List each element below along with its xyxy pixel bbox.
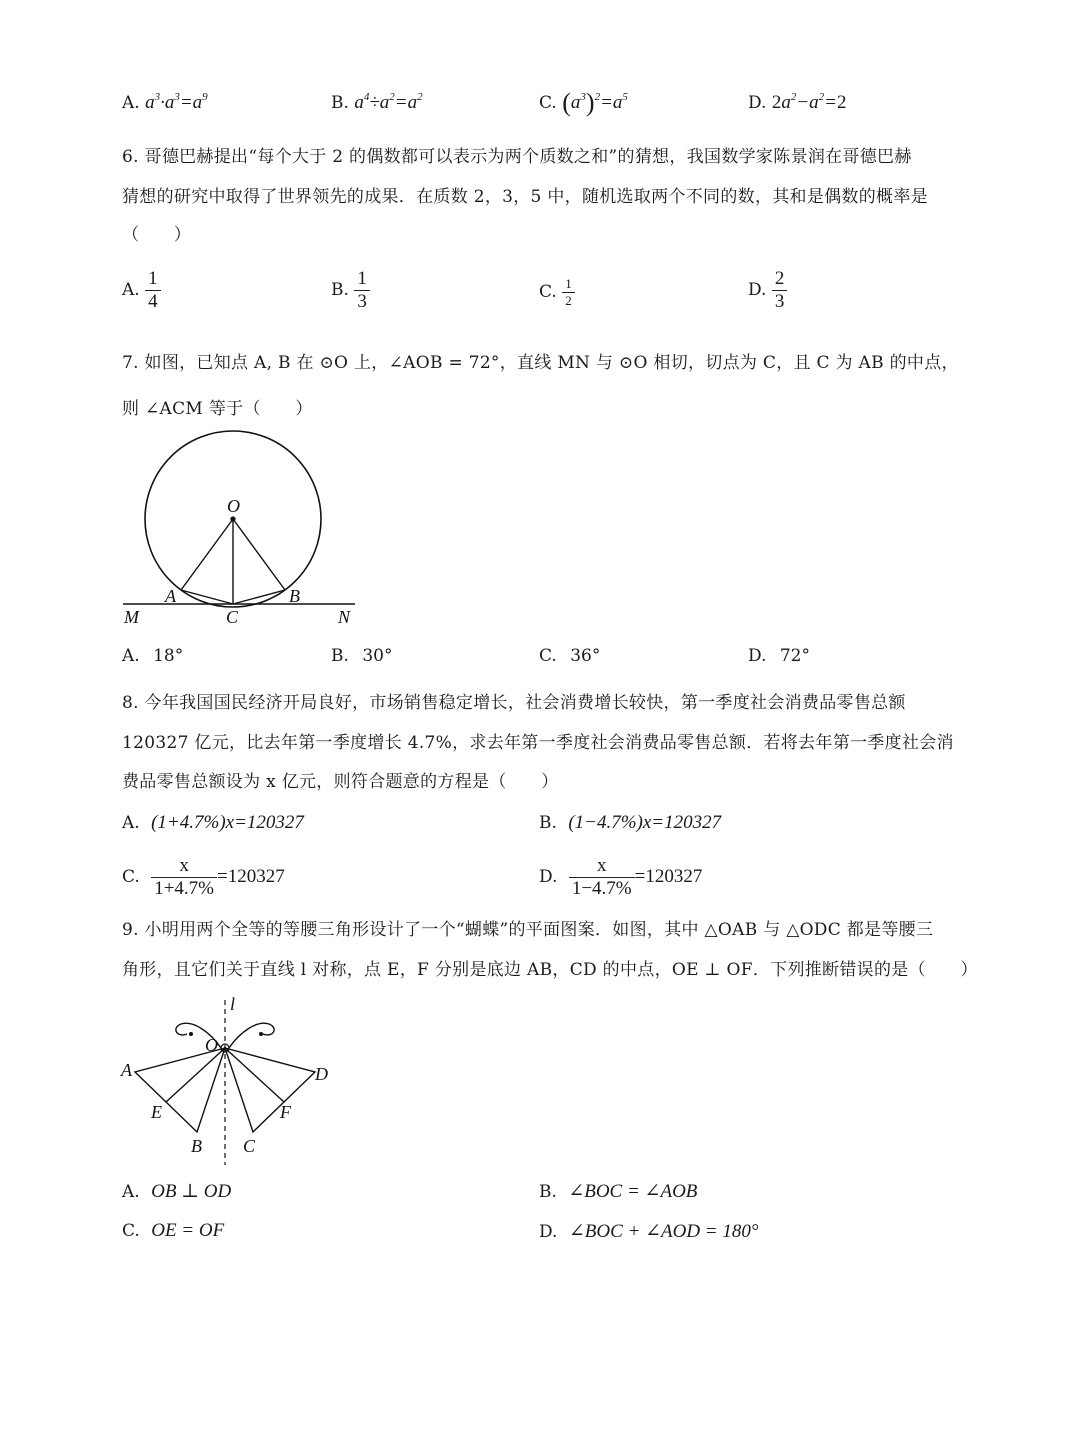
option-label: B.: [331, 280, 349, 300]
option-label: D.: [748, 93, 767, 113]
numerator: x: [179, 855, 189, 876]
q5-option-b-formula: $a^4\div a^2=a^2$: [354, 91, 423, 113]
q9-option-c: [122, 1220, 224, 1242]
option-label: A.: [122, 813, 140, 833]
label-e: E: [151, 1102, 162, 1122]
q8-option-d-fraction: [569, 855, 635, 900]
q6-option-c: [539, 276, 575, 309]
label-d: D: [315, 1064, 328, 1084]
equation-rhs: =120327: [634, 866, 703, 887]
q7-stem-line-2: 则 ∠ACM 等于（ ）: [122, 399, 313, 419]
label-a: A: [121, 1060, 132, 1080]
option-label: D.: [748, 280, 767, 300]
denominator: 4: [145, 290, 161, 313]
q5-option-d: [748, 92, 847, 114]
equation-rhs: =120327: [217, 866, 285, 887]
option-formula: OB ⊥ OD: [151, 1181, 232, 1202]
q8-option-d: [539, 855, 702, 900]
q8-option-b: [539, 812, 721, 834]
q8-stem-line-1: 8. 今年我国国民经济开局良好，市场销售稳定增长，社会消费增长较快，第一季度社会消费品零售总额: [122, 693, 906, 713]
option-label: A.: [122, 646, 140, 666]
q8-option-c: [122, 855, 285, 900]
option-text: 36°: [570, 646, 601, 666]
option-formula: ∠BOC = ∠AOB: [568, 1181, 698, 1202]
label-c: C: [226, 607, 239, 627]
denominator: 2: [562, 292, 575, 309]
option-label: D.: [748, 646, 767, 666]
q9-option-d: [539, 1220, 758, 1243]
segment-ob: [233, 519, 285, 590]
option-label: D.: [539, 867, 558, 887]
q6-option-a: [122, 268, 161, 313]
numerator: x: [596, 855, 607, 876]
q7-circle-figure: [115, 425, 365, 630]
q6-option-b: [331, 268, 370, 313]
q7-option-c: [539, 646, 600, 666]
q8-option-a: [122, 812, 304, 834]
q5-option-c: [539, 88, 628, 118]
segment-bc: [233, 590, 285, 604]
q5-option-b: [331, 92, 423, 114]
option-label: B.: [539, 1182, 557, 1202]
right-antenna: [229, 1023, 274, 1048]
q6-option-b-fraction: [354, 268, 370, 313]
q6-option-d: [748, 268, 787, 313]
denominator: 1+4.7%: [151, 877, 217, 900]
option-formula: OE = OF: [151, 1220, 225, 1241]
option-label: B.: [331, 93, 349, 113]
q9-option-a: [122, 1180, 231, 1203]
numerator: 1: [565, 276, 572, 291]
center-point-o: [230, 516, 235, 521]
option-label: D.: [539, 1222, 558, 1242]
q6-option-d-fraction: [772, 268, 788, 313]
q8-option-c-fraction: [151, 855, 217, 900]
label-a: A: [165, 586, 176, 606]
option-text: 18°: [153, 646, 184, 666]
q8-stem-line-3: 费品零售总额设为 x 亿元，则符合题意的方程是（ ）: [122, 772, 559, 792]
label-f: F: [280, 1102, 291, 1122]
q5-option-a-formula: $a^3\cdot a^3=a^9$: [145, 91, 208, 113]
option-label: C.: [122, 867, 140, 887]
q9-butterfly-figure: [115, 990, 345, 1170]
option-label: C.: [539, 646, 557, 666]
option-text: 72°: [779, 646, 810, 666]
option-text: 30°: [362, 646, 393, 666]
label-b: B: [289, 586, 300, 606]
option-formula: (1−4.7%)x=120327: [568, 812, 722, 833]
label-o: O: [227, 496, 240, 516]
option-label: C.: [122, 1221, 140, 1241]
q6-answer-paren: （ ）: [122, 225, 192, 245]
option-formula: ∠BOC + ∠AOD = 180°: [568, 1221, 759, 1242]
segment-oa: [181, 519, 233, 590]
q9-stem-line-1: 9. 小明用两个全等的等腰三角形设计了一个“蝴蝶”的平面图案．如图，其中 △OAB 与 △ODC 都是等腰三: [122, 920, 934, 940]
label-n: N: [338, 607, 351, 627]
label-m: M: [124, 607, 139, 627]
option-label: C.: [539, 93, 557, 113]
q5-option-c-formula: $(a^3)^2=a^5$: [562, 88, 628, 117]
label-o: O: [205, 1035, 218, 1055]
option-label: A.: [122, 280, 140, 300]
numerator: 1: [357, 268, 367, 289]
q5-option-a: [122, 92, 208, 114]
q8-stem-line-2: 120327 亿元，比去年第一季度增长 4.7%，求去年第一季度社会消费品零售总额．若将去年第一季度社会消: [122, 733, 954, 753]
denominator: 1−4.7%: [569, 877, 635, 900]
label-b: B: [191, 1136, 202, 1156]
left-antenna-tip: [189, 1032, 193, 1036]
label-c: C: [243, 1136, 256, 1156]
q7-option-d: [748, 646, 810, 666]
numerator: 1: [148, 268, 158, 289]
q9-stem-line-2: 角形，且它们关于直线 l 对称，点 E，F 分别是底边 AB，CD 的中点，OE ⊥ OF．下列推断错误的是（ ）: [122, 960, 978, 980]
q7-option-b: [331, 646, 392, 666]
right-antenna-tip: [259, 1032, 263, 1036]
q6-stem-line-2: 猜想的研究中取得了世界领先的成果．在质数 2，3，5 中，随机选取两个不同的数，其和是偶数的概率是: [122, 187, 928, 207]
segment-ac: [181, 590, 233, 604]
denominator: 3: [772, 290, 788, 313]
q6-option-c-fraction: [562, 276, 575, 309]
option-label: B.: [539, 813, 557, 833]
option-label: A.: [122, 1182, 140, 1202]
option-label: A.: [122, 93, 140, 113]
q5-option-d-formula: $2a^2-a^2=2$: [771, 91, 847, 113]
option-formula: (1+4.7%)x=120327: [151, 812, 304, 833]
q6-option-a-fraction: [145, 268, 161, 313]
option-label: C.: [539, 282, 557, 302]
label-l: l: [230, 994, 236, 1014]
q6-stem-line-1: 6. 哥德巴赫提出“每个大于 2 的偶数都可以表示为两个质数之和”的猜想，我国数学家陈景润在哥德巴赫: [122, 147, 912, 167]
option-label: B.: [331, 646, 349, 666]
q9-option-b: [539, 1180, 697, 1203]
q7-option-a: [122, 646, 183, 666]
q7-stem-line-1: 7. 如图，已知点 A, B 在 ⊙O 上，∠AOB = 72°，直线 MN 与 ⊙O 相切，切点为 C，且 C 为 AB 的中点，: [122, 353, 959, 373]
denominator: 3: [354, 290, 370, 313]
numerator: 2: [774, 268, 785, 289]
